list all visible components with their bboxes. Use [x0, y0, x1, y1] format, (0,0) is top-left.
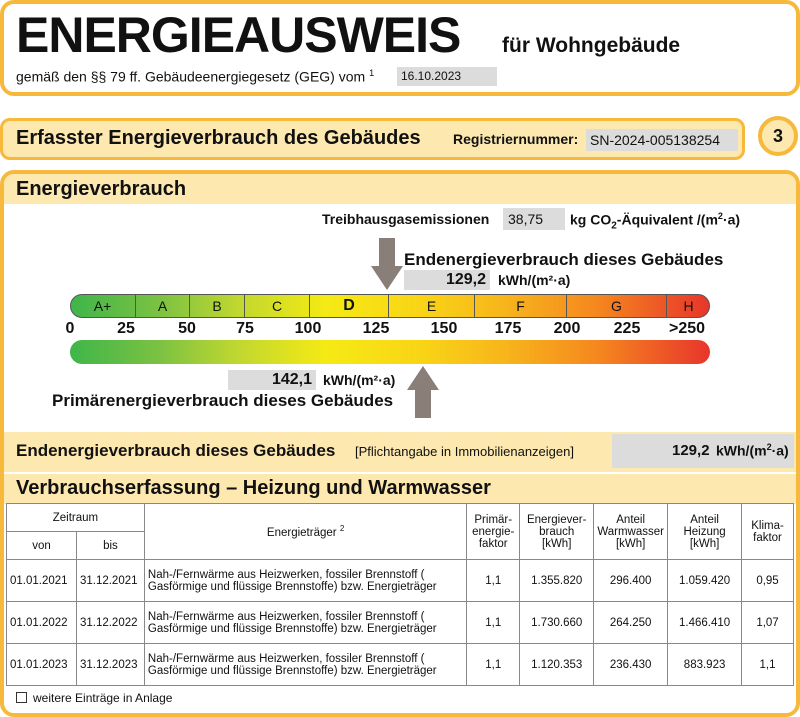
energy-class-b: B	[190, 295, 245, 317]
scale-tick-label: 175	[494, 320, 522, 337]
header-period: Zeitraum	[7, 504, 145, 532]
scale-tick-label: 200	[553, 320, 581, 337]
row-heating: 1.059.420	[668, 560, 742, 602]
row-total: 1.730.660	[520, 602, 594, 644]
energy-class-f: F	[475, 295, 567, 317]
summary-unit-sup: 2	[766, 442, 772, 452]
section-bar-title: Erfasster Energieverbrauch des Gebäudes	[16, 127, 421, 149]
law-text: gemäß den §§ 79 ff. Gebäudeenergiegesetz (GEG) vom	[16, 68, 370, 85]
header-climate: Klima-faktor	[742, 504, 794, 560]
primary-energy-unit: kWh/(m²·a)	[323, 372, 396, 388]
energy-gradient-bar	[70, 340, 710, 364]
final-energy-value: 129,2	[404, 270, 490, 290]
row-heating: 883.923	[668, 644, 742, 686]
row-factor: 1,1	[467, 602, 520, 644]
header-primary-factor: Primär-energie-faktor	[467, 504, 520, 560]
document-subtitle: für Wohngebäude	[502, 34, 681, 57]
header-carrier-text: Energieträger	[266, 526, 337, 539]
row-carrier: Nah-/Fernwärme aus Heizwerken, fossiler Brennstoff ( Gasförmige und flüssige Brennstoffe) bzw. Energieträger	[144, 644, 466, 686]
ghg-unit	[570, 211, 740, 231]
summary-note: [Pflichtangabe in Immobilienanzeigen]	[355, 444, 574, 459]
row-water: 236.430	[594, 644, 668, 686]
row-total: 1.355.820	[520, 560, 594, 602]
row-water: 264.250	[594, 602, 668, 644]
summary-unit-suffix: ·a)	[771, 442, 789, 459]
header-consumption: Energiever-brauch [kWh]	[520, 504, 594, 560]
scale-tick-label: 150	[430, 320, 458, 337]
header-heating: Anteil Heizung [kWh]	[668, 504, 742, 560]
header-to: bis	[76, 532, 144, 560]
row-to: 31.12.2022	[76, 602, 144, 644]
row-factor: 1,1	[467, 560, 520, 602]
row-climate: 1,07	[742, 602, 794, 644]
ghg-unit-sup: 2	[717, 211, 723, 221]
final-energy-unit: kWh/(m²·a)	[498, 272, 571, 288]
row-from: 01.01.2022	[7, 602, 77, 644]
more-entries-label: weitere Einträge in Anlage	[33, 691, 173, 705]
row-to: 31.12.2021	[76, 560, 144, 602]
row-climate: 0,95	[742, 560, 794, 602]
scale-tick-label: >250	[668, 320, 706, 337]
summary-value: 129,2	[672, 442, 710, 459]
more-entries-checkbox[interactable]	[16, 692, 27, 703]
table-row	[7, 602, 794, 644]
primary-energy-value: 142,1	[228, 370, 316, 390]
summary-unit-prefix: kWh/(m	[716, 442, 767, 459]
ghg-unit-prefix: kg CO	[570, 211, 612, 228]
header-water: Anteil Warmwasser [kWh]	[594, 504, 668, 560]
row-carrier: Nah-/Fernwärme aus Heizwerken, fossiler Brennstoff ( Gasförmige und flüssige Brennstoffe) bzw. Energieträger	[144, 560, 466, 602]
ghg-unit-sub: 2	[611, 220, 617, 232]
header-from: von	[7, 532, 77, 560]
row-from: 01.01.2021	[7, 560, 77, 602]
energy-class-h: H	[683, 298, 694, 314]
row-heating: 1.466.410	[668, 602, 742, 644]
row-total: 1.120.353	[520, 644, 594, 686]
ghg-label: Treibhausgasemissionen	[322, 211, 490, 227]
law-footnote: 1	[369, 68, 375, 78]
energy-class-e: E	[389, 295, 475, 317]
ghg-value: 38,75	[503, 208, 565, 230]
final-energy-label: Endenergieverbrauch dieses Gebäudes	[404, 250, 724, 269]
header-carrier-sup: 2	[339, 524, 345, 534]
scale-tick-label: 0	[65, 320, 75, 337]
summary-unit	[716, 442, 789, 459]
page-number: 3	[772, 126, 783, 146]
registration-label: Registriernummer:	[453, 131, 579, 147]
scale-tick-label: 225	[613, 320, 641, 337]
primary-energy-arrow-icon	[407, 366, 439, 418]
scale-tick-label: 100	[294, 320, 322, 337]
consumption-section-title: Verbrauchserfassung – Heizung und Warmwasser	[16, 477, 491, 499]
scale-tick-label: 50	[178, 320, 196, 337]
ghg-unit-suffix: -Äquivalent /(m	[616, 211, 718, 228]
energy-class-c: C	[245, 295, 310, 317]
row-climate: 1,1	[742, 644, 794, 686]
law-reference	[16, 68, 374, 85]
final-energy-arrow-icon	[371, 238, 403, 290]
scale-tick-label: 25	[117, 320, 135, 337]
energy-section-title: Energieverbrauch	[16, 178, 187, 200]
summary-label: Endenergieverbrauch dieses Gebäudes	[16, 441, 336, 460]
energy-class-a-plus: A+	[70, 295, 136, 317]
scale-tick-label: 75	[236, 320, 254, 337]
energy-class-a: A	[136, 295, 190, 317]
registration-number: SN-2024-005138254	[586, 129, 738, 151]
row-water: 296.400	[594, 560, 668, 602]
header-carrier	[144, 504, 466, 560]
document-title: ENERGIEAUSWEIS	[16, 7, 461, 63]
row-from: 01.01.2023	[7, 644, 77, 686]
table-row	[7, 560, 794, 602]
energy-class-d: D	[310, 295, 389, 317]
scale-tick-label: 125	[362, 320, 390, 337]
consumption-table	[6, 503, 794, 686]
energy-class-g: G	[567, 295, 667, 317]
table-row	[7, 644, 794, 686]
row-to: 31.12.2023	[76, 644, 144, 686]
issue-date: 16.10.2023	[397, 67, 497, 86]
page-number-badge	[758, 116, 798, 156]
primary-energy-label: Primärenergieverbrauch dieses Gebäudes	[52, 391, 394, 410]
row-carrier: Nah-/Fernwärme aus Heizwerken, fossiler Brennstoff ( Gasförmige und flüssige Brennstoffe) bzw. Energieträger	[144, 602, 466, 644]
row-factor: 1,1	[467, 644, 520, 686]
ghg-unit-end: ·a)	[722, 211, 741, 228]
